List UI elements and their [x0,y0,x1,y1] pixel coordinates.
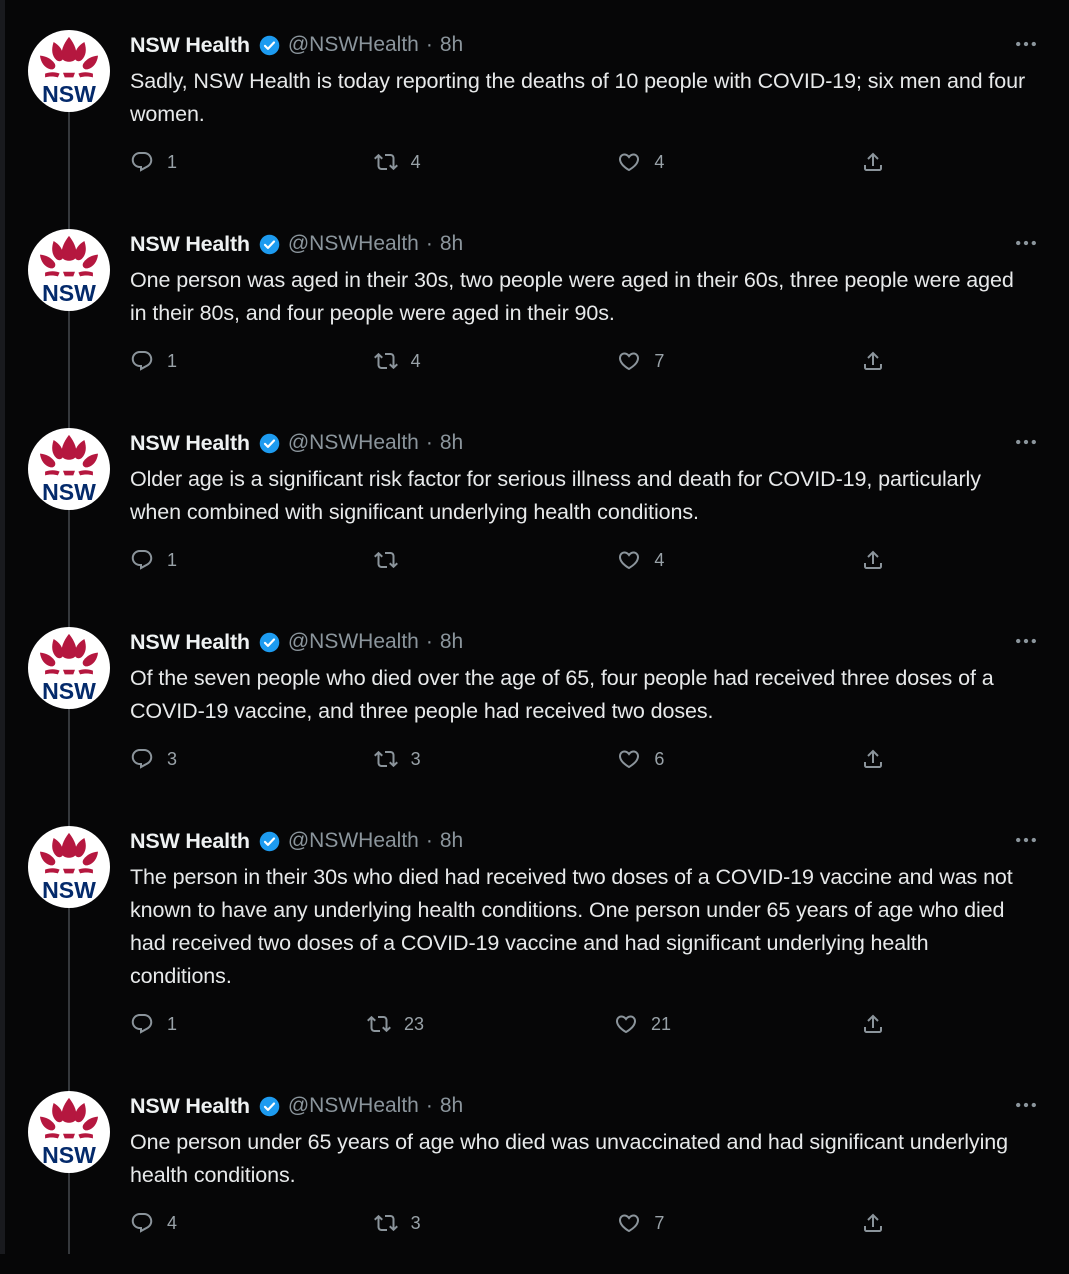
display-name[interactable]: NSW Health [130,430,250,455]
separator-dot: · [425,232,433,255]
reply-button[interactable] [130,1211,177,1235]
retweet-count: 4 [410,151,421,172]
tweet-text: One person was aged in their 30s, two people were aged in their 60s, three people were aged in their 80s, and four people were aged in their 90s. [130,268,1014,325]
display-name[interactable]: NSW Health [130,1093,250,1118]
retweet-count: 23 [403,1013,425,1034]
like-count: 7 [654,350,665,371]
tweet-header [130,428,1044,458]
user-handle[interactable]: @NSWHealth [287,431,419,454]
reply-count: 4 [167,1212,178,1233]
share-button[interactable] [861,747,885,771]
tweet-header [130,826,1044,856]
retweet-count: 3 [410,748,421,769]
timestamp[interactable]: 8h [439,829,464,852]
tweet-text: Of the seven people who died over the age of 65, four people had received three doses of a COVID-19 vaccine, and three people had received two doses. [130,666,994,723]
heart-icon [617,349,641,373]
retweet-icon [374,747,398,771]
heart-icon [617,150,641,174]
tweet-header [130,1091,1044,1121]
verified-icon [258,233,281,256]
more-button[interactable] [1011,32,1041,56]
more-button[interactable] [1011,1093,1041,1117]
svg-text:NSW: NSW [42,1141,96,1168]
svg-text:NSW: NSW [42,478,96,505]
like-button[interactable] [617,548,664,572]
user-handle[interactable]: @NSWHealth [287,630,419,653]
reply-icon [130,747,154,771]
like-count: 21 [650,1013,672,1034]
avatar[interactable] [28,627,110,709]
avatar-column [28,627,110,774]
like-count: 6 [654,748,665,769]
retweet-button[interactable] [374,349,421,373]
like-button[interactable] [617,1211,664,1235]
user-handle[interactable]: @NSWHealth [287,829,419,852]
svg-text:NSW: NSW [42,876,96,903]
share-button[interactable] [861,548,885,572]
svg-text:NSW: NSW [42,80,96,107]
retweet-button[interactable] [374,150,421,174]
retweet-count: 4 [410,350,421,371]
tweet-actions [130,346,885,376]
retweet-button[interactable] [367,1012,424,1036]
tweet-text: One person under 65 years of age who died was unvaccinated and had significant underlying health conditions. [130,1130,1008,1187]
reply-button[interactable] [130,747,177,771]
tweet-actions [130,545,885,575]
tweet-text: Older age is a significant risk factor for serious illness and death for COVID-19, particularly when combined with significant underlying health conditions. [130,467,981,524]
reply-icon [130,1012,154,1036]
share-button[interactable] [861,1012,885,1036]
reply-count: 1 [167,1013,178,1034]
verified-icon [258,432,281,455]
avatar-column [28,30,110,177]
tweet[interactable] [0,412,1069,611]
display-name[interactable]: NSW Health [130,231,250,256]
separator-dot: · [425,630,433,653]
more-icon [1013,1092,1039,1118]
reply-icon [130,1211,154,1235]
verified-icon [258,1095,281,1118]
reply-button[interactable] [130,1012,177,1036]
user-handle[interactable]: @NSWHealth [287,1094,419,1117]
reply-button[interactable] [130,349,177,373]
nsw-waratah-logo-icon [28,428,110,510]
svg-text:NSW: NSW [42,677,96,704]
share-icon [861,150,885,174]
tweet-text: Sadly, NSW Health is today reporting the deaths of 10 people with COVID-19; six men and four women. [130,69,1026,126]
nsw-waratah-logo-icon [28,826,110,908]
separator-dot: · [425,33,433,56]
tweet-content [130,826,1044,1039]
tweet-header [130,30,1044,60]
share-icon [861,1012,885,1036]
share-icon [861,747,885,771]
share-button[interactable] [861,150,885,174]
more-icon [1013,429,1039,455]
avatar[interactable] [28,229,110,311]
like-count: 4 [654,549,665,570]
tweet-actions [130,1009,885,1039]
share-button[interactable] [861,1211,885,1235]
retweet-icon [374,150,398,174]
avatar-column [28,826,110,1039]
display-name[interactable]: NSW Health [130,32,250,57]
timestamp[interactable]: 8h [439,33,464,56]
like-button[interactable] [617,349,664,373]
retweet-button[interactable] [374,548,421,572]
reply-icon [130,548,154,572]
display-name[interactable]: NSW Health [130,828,250,853]
more-icon [1013,628,1039,654]
timestamp[interactable]: 8h [439,232,464,255]
tweet-header [130,627,1044,657]
avatar[interactable] [28,1091,110,1173]
reply-icon [130,150,154,174]
avatar[interactable] [28,30,110,112]
tweet[interactable] [0,810,1069,1075]
retweet-button[interactable] [374,747,421,771]
verified-icon [258,830,281,853]
retweet-icon [374,349,398,373]
verified-icon [258,34,281,57]
tweet-actions [130,744,885,774]
tweet-text: The person in their 30s who died had received two doses of a COVID-19 vaccine and was not known to have any underlying health conditions. One person under 65 years of age who died had received two doses of a COVID-19 vaccine and had significant underlying health conditions. [130,865,1013,988]
tweet[interactable] [0,611,1069,810]
display-name[interactable]: NSW Health [130,629,250,654]
share-icon [861,349,885,373]
share-button[interactable] [861,349,885,373]
more-button[interactable] [1011,430,1041,454]
separator-dot: · [425,431,433,454]
nsw-waratah-logo-icon [28,229,110,311]
heart-icon [617,1211,641,1235]
tweet-content [130,229,1044,376]
avatar-column [28,229,110,376]
nsw-waratah-logo-icon [28,1091,110,1173]
heart-icon [614,1012,638,1036]
tweet[interactable] [0,14,1069,213]
avatar[interactable] [28,428,110,510]
reply-button[interactable] [130,548,177,572]
like-count: 7 [654,1212,665,1233]
retweet-icon [374,548,398,572]
tweet-content [130,428,1044,575]
tweet-content [130,627,1044,774]
reply-count: 3 [167,748,178,769]
like-button[interactable] [617,150,664,174]
nsw-waratah-logo-icon [28,627,110,709]
separator-dot: · [425,1094,433,1117]
avatar-column [28,1091,110,1238]
reply-icon [130,349,154,373]
tweet[interactable] [0,1075,1069,1274]
like-button[interactable] [614,1012,671,1036]
retweet-icon [367,1012,391,1036]
tweet-actions [130,147,885,177]
tweet-content [130,1091,1044,1238]
tweet-header [130,229,1044,259]
retweet-icon [374,1211,398,1235]
tweet-content [130,30,1044,177]
more-button[interactable] [1011,231,1041,255]
reply-button[interactable] [130,150,177,174]
svg-text:NSW: NSW [42,279,96,306]
more-icon [1013,827,1039,853]
avatar-column [28,428,110,575]
user-handle[interactable]: @NSWHealth [287,232,419,255]
reply-count: 1 [167,350,178,371]
nsw-waratah-logo-icon [28,30,110,112]
verified-icon [258,631,281,654]
reply-count: 1 [167,151,178,172]
retweet-count: 3 [410,1212,421,1233]
timestamp[interactable]: 8h [439,1094,464,1117]
reply-count: 1 [167,549,178,570]
more-button[interactable] [1011,828,1041,852]
tweet-actions [130,1208,885,1238]
timestamp[interactable]: 8h [439,431,464,454]
window-left-edge [0,0,5,1254]
like-button[interactable] [617,747,664,771]
timestamp[interactable]: 8h [439,630,464,653]
separator-dot: · [425,829,433,852]
more-icon [1013,31,1039,57]
heart-icon [617,747,641,771]
avatar[interactable] [28,826,110,908]
heart-icon [617,548,641,572]
like-count: 4 [654,151,665,172]
retweet-button[interactable] [374,1211,421,1235]
share-icon [861,548,885,572]
tweet[interactable] [0,213,1069,412]
share-icon [861,1211,885,1235]
more-button[interactable] [1011,629,1041,653]
user-handle[interactable]: @NSWHealth [287,33,419,56]
more-icon [1013,230,1039,256]
